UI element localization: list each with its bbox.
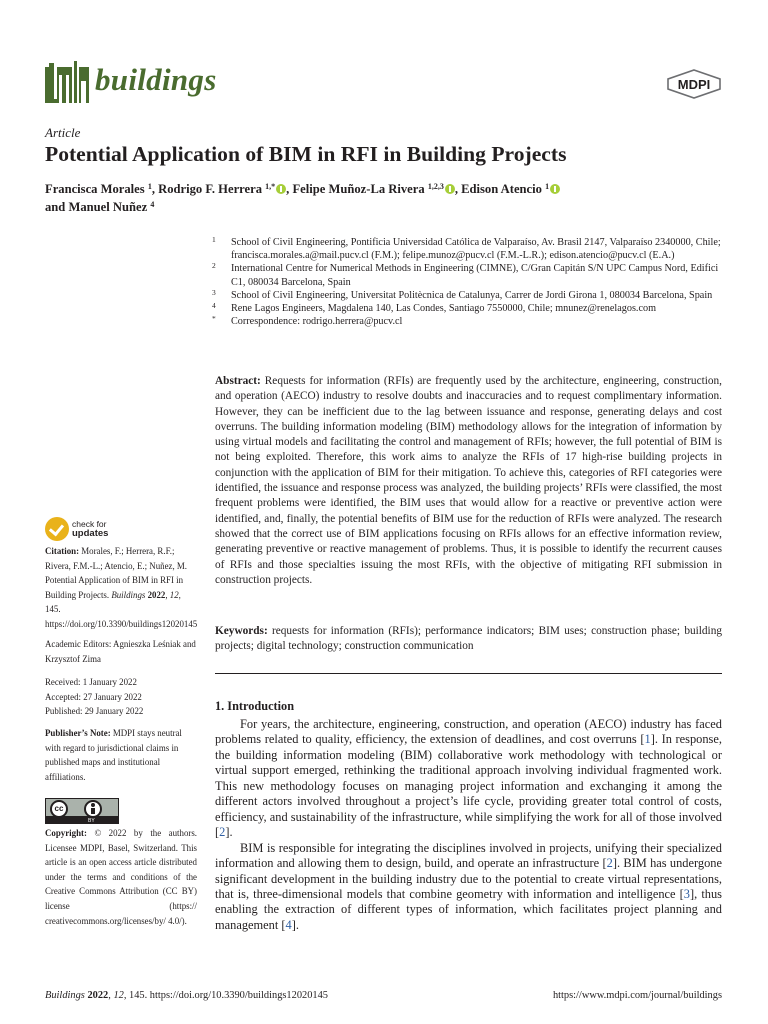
editors-names: Agnieszka Leśniak and Krzysztof Zima <box>45 639 196 664</box>
cc-icon: cc <box>50 800 68 818</box>
footer-journal-url[interactable]: https://www.mdpi.com/journal/buildings <box>552 990 722 1001</box>
affiliation-text: School of Civil Engineering, Universitat Politècnica de Catalunya, Carrer de Jordi Girona 1, 080034 Barcelona, Spain <box>231 289 713 301</box>
section-heading: 1. Introduction <box>215 699 295 713</box>
author-name: Felipe Muñoz-La Rivera <box>292 182 428 196</box>
reference-link[interactable]: 1 <box>644 732 651 747</box>
citation-block: Citation: Morales, F.; Herrera, R.F.; Rivera, F.M.-L.; Atencio, E.; Nuñez, M. Potential Application of BIM in RFI in Building Projects. Buildings 2022, 12, 145. https://doi.org/10.3390/buildings12020145 <box>45 546 198 629</box>
keywords-text: requests for information (RFIs); performance indicators; BIM uses; construction phase; building projects; digital technology; construction communication <box>215 625 722 653</box>
check-for-updates-button[interactable] <box>45 517 145 543</box>
check-updates-line1: check for <box>72 519 107 529</box>
footer-volume: 12 <box>113 990 124 1001</box>
author-name: Francisca Morales <box>45 182 148 196</box>
copyright-label: Copyright: <box>45 828 87 838</box>
orcid-icon[interactable] <box>445 184 455 194</box>
reference-link[interactable]: 2 <box>219 825 226 840</box>
author-affiliation-mark: 1,* <box>265 182 276 191</box>
affiliation-number: 2 <box>212 261 216 271</box>
citation-text: Morales, F.; Herrera, R.F.; Rivera, F.M.-L.; Atencio, E.; Nuñez, M. Potential Application of BIM in RFI in Building Projects. <box>45 546 188 600</box>
check-updates-line2: updates <box>72 528 109 539</box>
copyright-notice <box>45 826 197 928</box>
date-received: Received: 1 January 2022 <box>45 677 137 687</box>
author-affiliation-mark: 1,2,3 <box>427 182 444 191</box>
citation-journal: Buildings <box>111 589 146 600</box>
affiliation-text: Rene Lagos Engineers, Magdalena 140, Las Condes, Santiago 7550000, Chile; mnunez@renelagos.com <box>231 303 656 315</box>
reference-link[interactable]: 2 <box>606 856 613 871</box>
mdpi-logo-icon <box>666 69 722 99</box>
author-affiliation-mark: 4 <box>150 200 155 209</box>
affiliation-text: School of Civil Engineering, Pontificia Universidad Católica de Valparaíso, Av. Brasil 2147, Valparaíso 2340000, Chile; francisca.morales.a@mail.pucv.cl (F.M.); felipe.munoz@pucv.cl (F.M.-L.R.); edison.atencio@pucv.cl (E.A.) <box>231 237 721 262</box>
author-name: Rodrigo F. Herrera <box>158 182 266 196</box>
citation-year: 2022 <box>147 589 166 600</box>
date-published: Published: 29 January 2022 <box>45 706 144 717</box>
journal-name: buildings <box>95 62 217 97</box>
publisher-note-label: Publisher’s Note: <box>45 728 111 738</box>
citation-label: Citation: <box>45 546 80 556</box>
academic-editors <box>45 637 197 666</box>
affiliation-item <box>212 302 727 315</box>
affiliation-item <box>212 236 727 262</box>
affiliation-item <box>212 289 727 302</box>
affiliation-item <box>212 315 727 328</box>
footer-journal: Buildings <box>45 990 85 1001</box>
affiliation-item <box>212 262 727 288</box>
reference-link[interactable]: 3 <box>683 886 690 901</box>
check-updates-icon <box>45 517 69 541</box>
date-accepted: Accepted: 27 January 2022 <box>45 691 142 702</box>
affiliation-text: Correspondence: rodrigo.herrera@pucv.cl <box>231 316 403 328</box>
cc-by-license-badge[interactable] <box>45 798 119 824</box>
reference-link[interactable]: 4 <box>285 917 292 932</box>
affiliation-text: International Centre for Numerical Methods in Engineering (CIMNE), C/Gran Capitán S/N UPC Campus Nord, Edifici C1, 080034 Barcelona, Spain <box>231 263 719 288</box>
author-affiliation-mark: 1 <box>147 182 152 191</box>
keywords <box>215 624 722 655</box>
article-type: Article <box>45 125 81 140</box>
keywords-label: Keywords: <box>215 625 268 637</box>
publisher-note-text: MDPI stays neutral with regard to jurisdictional claims in published maps and institutional affiliations. <box>45 728 182 782</box>
body-paragraph: BIM is responsible for integrating the disciplines involved in projects, unifying their specialized information and allowing them to design, build, and operate an infrastructure [2]. BIM has undergone significant development in the building industry due to the potential to create virtual representations, that is, three-dimensional models that combine geometry with information and intelligence [3], thus enabling the extraction of different types of information, which facilitates project planning and management [4]. <box>215 840 722 932</box>
affiliation-number: 4 <box>212 301 216 311</box>
orcid-icon[interactable] <box>276 184 286 194</box>
author-name: Edison Atencio <box>461 182 546 196</box>
orcid-icon[interactable] <box>550 184 560 194</box>
affiliations <box>212 236 727 328</box>
footer-doi[interactable]: , 145. https://doi.org/10.3390/buildings12020145 <box>123 990 328 1001</box>
citation-volume: 12 <box>169 589 179 600</box>
footer-year: 2022 <box>87 990 109 1001</box>
body-paragraph: For years, the architecture, engineering, construction, and operation (AECO) industry has faced problems related to quality, efficiency, the extension of deadlines, and cost overruns [1]. In response, the building information modeling (BIM) collaborative work methodology with technological or virtual support emerged, rethinking the traditional approach involving individual fragmented work. This new methodology focuses on managing project information and exchanging it among the different actors involved throughout a project’s life cycle, providing greater total control of costs, efficiency, and sustainability of the infrastructure, while simplifying the work for all of those involved [2]. <box>215 717 722 840</box>
section-divider <box>215 673 722 674</box>
publisher-note <box>45 726 197 784</box>
cc-badge-bar <box>46 816 118 823</box>
abstract-label: Abstract: <box>215 375 261 387</box>
abstract <box>215 374 722 588</box>
paper-title: Potential Application of BIM in RFI in Building Projects <box>45 142 567 166</box>
affiliation-number: 3 <box>212 287 216 297</box>
citation-doi[interactable]: , 145. https://doi.org/10.3390/buildings12020145 <box>45 589 198 629</box>
by-label: BY <box>88 818 95 824</box>
affiliation-number: * <box>212 314 216 324</box>
publication-dates <box>45 675 197 719</box>
author-affiliation-mark: 1 <box>545 182 550 191</box>
author-list: Francisca Morales $^1$, Rodrigo F. Herrera $^{1,*}$ , Felipe Muñoz-La Rivera $^{1,2,3}$ , Edison Atencio $^1$ and Manuel Nuñez $^4$ <box>45 179 725 215</box>
affiliation-number: 1 <box>212 235 216 244</box>
footer-citation: Buildings 2022, 12, 145. https://doi.org/10.3390/buildings12020145 <box>45 990 328 1001</box>
publisher-name: MDPI <box>677 77 711 92</box>
editors-label: Academic Editors: <box>45 639 112 649</box>
author-name: and Manuel Nuñez <box>45 200 151 214</box>
copyright-text: © 2022 by the authors. Licensee MDPI, Basel, Switzerland. This article is an open access article distributed under the terms and conditions of the Creative Commons Attribution (CC BY) license (https:// creativecommons.org/licenses/by/ 4.0/). <box>45 828 198 926</box>
introduction-body <box>215 717 722 933</box>
abstract-text: Requests for information (RFIs) are frequently used by the architecture, engineering, construction, and operation (AECO) industry to resolve doubts and inaccuracies and to request complimentary information. However, they can be inefficient due to the lag between issuance and response, generating delays and cost overruns. The building information modeling (BIM) methodology allows for the integration of information by using virtual models and facilitating the control and management of RFIs; however, the full potential of BIM is not being exploited. Therefore, this work aims to analyze the RFIs of 17 high-rise building projects in conjunction with the application of BIM for their mitigation. To achieve this, categories of RFI categories were identified, the issuance and response process was analyzed, the building projects’ RFIs were classified, the most frequent problems were identified, the BIM uses that would allow for a reactive or preventive action were identified, and, finally, the potential benefits of BIM use for the reduction of RFIs were analyzed. The research showed that the correct use of BIM applications focusing on RFIs allows for an effective information review, generating preventive or reactive management of problems. Thus, it is possible to identify the recurrent causes of RFIs and those specialties issuing the most RFIs, with the objective of mitigating RFI submission in construction projects. <box>215 375 722 586</box>
buildings-logo-icon <box>45 61 89 103</box>
